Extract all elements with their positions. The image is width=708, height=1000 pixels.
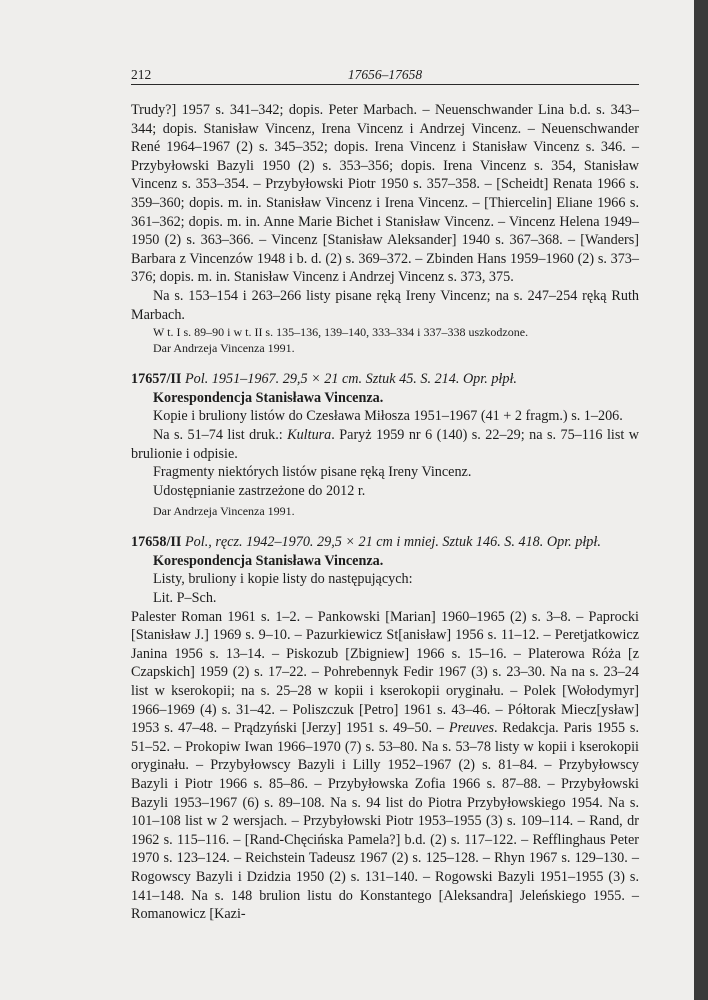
entry-17657-line-1: Kopie i bruliony listów do Czesława Miłosza 1951–1967 (41 + 2 fragm.) s. 1–206. [153,408,623,425]
entry-17657-meta: Pol. 1951–1967. 29,5 × 21 cm. Sztuk 45. S. 214. Opr. płpł. [185,371,517,388]
continuation-paragraph: Trudy?] 1957 s. 341–342; dopis. Peter Marbach. – Neuenschwander Lina b.d. s. 343–344; dopis. Stanisław Vincenz, Irena Vincenz i Andrzej Vincenz. – Neuenschwander René 1964–1967 (2) s. 345–352; dopis. Irena Vincenz i Stanisław Vincenz s. 346. – Przybyłowski Bazyli 1950 (2) s. 353–356; dopis. Irena Vincenz s. 354, Stanisław Vincenz s. 353–354. – Przybyłowski Piotr 1950 s. 357–358. – [Scheidt] Renata 1966 s. 359–360; dopis. m. in. Stanisław Vincenz i Irena Vincenz. – [Thiercelin] Eliane 1966 s. 361–362; dopis. m. in. Anne Marie Bichet i Stanisław Vincenz. – Vincenz Helena 1949–1950 (2) s. 363–366. – Vincenz [Stanisław Aleksander] 1940 s. 367–368. – [Wanders] Barbara z Vincenzów 1948 i b. d. (2) s. 369–372. – Zbinden Hans 1959–1960 (2) s. 373–376; dopis. m. in. Stanisław Vincenz i Andrzej Vincenz s. 373, 375. [131,102,639,286]
entry-17657-header [131,370,639,389]
entry-17658-meta: Pol., ręcz. 1942–1970. 29,5 × 21 cm i mniej. Sztuk 146. S. 418. Opr. płpł. [185,534,601,551]
entry-17657-line-2: Na s. 51–74 list druk.: Kultura. Paryż 1959 nr 6 (140) s. 22–29; na s. 75–116 list w brulionie i odpisie. [131,426,639,462]
entry-17658-title: Korespondencja Stanisława Vincenza. [153,552,384,569]
running-head [131,64,639,85]
entry-17658-line-1: Listy, bruliony i kopie listy do następujących: [153,571,413,588]
entry-17657-line-4: Udostępnianie zastrzeżone do 2012 r. [153,482,366,499]
entry-17657-number: 17657/II [131,371,182,388]
entry-17657-provenance: Dar Andrzeja Vincenza 1991. [153,504,295,519]
page-content [131,64,639,924]
page-edge-strip [694,0,708,1000]
page-number: 212 [131,67,152,82]
entry-range: 17656–17658 [347,67,423,82]
entry-17658-correspondents: Palester Roman 1961 s. 1–2. – Pankowski [Marian] 1960–1965 (2) s. 3–8. – Paprocki [Stanisław J.] 1969 s. 9–10. – Pazurkiewicz St[anisław] 1956 s. 11–12. – Peretjatkowicz Janina 1956 s. 13–14. – Piskozub [Zbigniew] 1966 s. 15–16. – Platerowa Róża [z Czapskich] 1959 (2) s. 17–22. – Pohrebennyk Fedir 1967 (3) s. 23–30. Na na s. 23–24 list w kserokopii; na s. 25–28 w kopii i kserokopii oryginału. – Polek [Wołodymyr] 1966–1969 (4) s. 31–42. – Poliszczuk [Petro] 1961 s. 43–46. – Półtorak Miecz[ysław] 1953 s. 47–48. – Prądzyński [Jerzy] 1951 s. 49–50. – Preuves. Redakcja. Paris 1955 s. 51–52. – Prokopiw Iwan 1966–1970 (7) s. 53–80. Na s. 53–78 listy w kopii i kserokopii oryginału. – Przybyłowscy Bazyli i Lilly 1952–1967 (2) s. 81–84. – Przybyłowscy Bazyli i Piotr 1966 s. 85–86. – Przybyłowska Zofia 1966 s. 87–88. – Przybyłowski Bazyli 1953–1967 (6) s. 89–108. Na s. 94 list do Piotra Przybyłowskiego 1954. Na s. 101–108 list w 2 wersjach. – Przybyłowski Piotr 1953–1955 (3) s. 109–114. – Rand, dr 1962 s. 115–116. – [Rand-Chęcińska Pamela?] b.d. (2) s. 117–122. – Refflinghaus Peter 1970 s. 123–124. – Reichstein Tadeusz 1967 (2) s. 125–128. – Rhyn 1967 s. 129–130. – Rogowscy Bazyli i Dzidzia 1950 (2) s. 131–140. – Rogowski Bazyli 1951–1955 (3) s. 141–148. Na s. 148 brulion listu do Konstantego [Aleksandra] Jeleńskiego 1955. – Romanowicz [Kazi- [131,608,639,923]
entry-17658-header [131,533,639,552]
catalog-text [131,101,639,924]
entry-17658-number: 17658/II [131,534,182,551]
damage-note: W t. I s. 89–90 i w t. II s. 135–136, 139–140, 333–334 i 337–338 uszkodzone. [153,325,529,340]
entry-17657-line-3: Fragmenty niektórych listów pisane ręką Ireny Vincenz. [153,464,472,481]
provenance-note: Dar Andrzeja Vincenza 1991. [153,341,295,356]
continuation-note: Na s. 153–154 i 263–266 listy pisane ręką Ireny Vincenz; na s. 247–254 ręką Ruth Marbach. [131,287,639,323]
entry-17658-line-2: Lit. P–Sch. [153,590,217,607]
entry-17657-title: Korespondencja Stanisława Vincenza. [153,389,384,406]
